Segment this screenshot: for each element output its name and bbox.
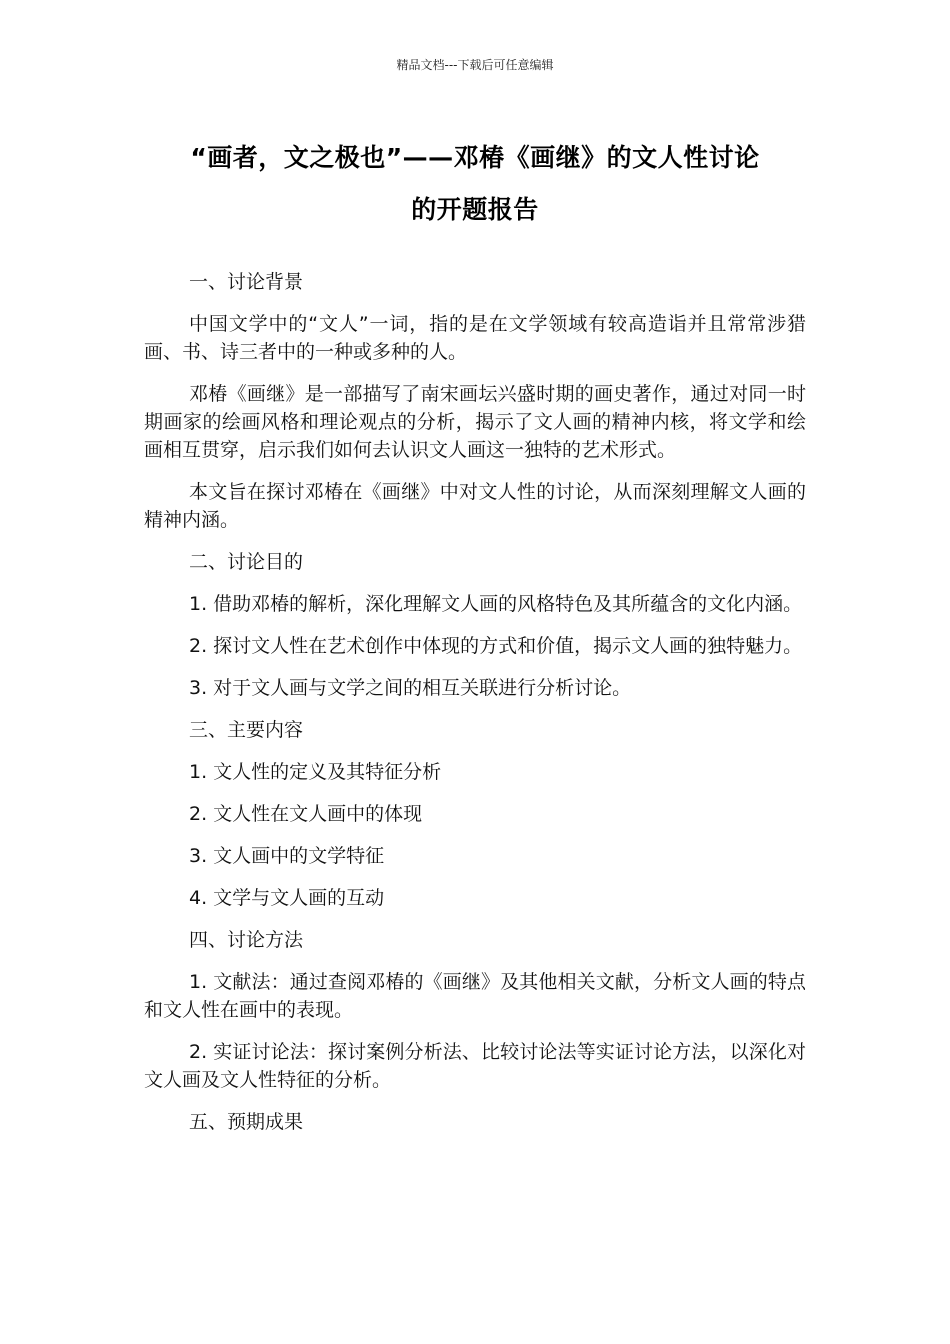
document-title: [144, 132, 806, 236]
list-item: 3. 文人画中的文学特征: [189, 845, 385, 867]
document-body: [144, 268, 806, 1150]
list-item: 4. 文学与文人画的互动: [189, 887, 385, 909]
section-heading-background: 一、讨论背景: [189, 271, 304, 293]
list-item: 2. 探讨文人性在艺术创作中体现的方式和价值，揭示文人画的独特魅力。: [189, 635, 803, 657]
section-heading-purpose: 二、讨论目的: [189, 551, 304, 573]
paragraph: 本文旨在探讨邓椿在《画继》中对文人性的讨论，从而深刻理解文人画的精神内涵。: [144, 481, 806, 531]
list-item: 1. 文人性的定义及其特征分析: [189, 761, 442, 783]
list-item: 3. 对于文人画与文学之间的相互关联进行分析讨论。: [189, 677, 632, 699]
section-heading-content: 三、主要内容: [189, 719, 304, 741]
list-item: 1. 文献法：通过查阅邓椿的《画继》及其他相关文献，分析文人画的特点和文人性在画中的表现。: [144, 971, 806, 1021]
section-heading-methods: 四、讨论方法: [189, 929, 304, 951]
list-item: 2. 实证讨论法：探讨案例分析法、比较讨论法等实证讨论方法，以深化对文人画及文人性特征的分析。: [144, 1041, 806, 1091]
list-item: 2. 文人性在文人画中的体现: [189, 803, 423, 825]
title-line-2: 的开题报告: [411, 195, 539, 224]
paragraph: 邓椿《画继》是一部描写了南宋画坛兴盛时期的画史著作，通过对同一时期画家的绘画风格和理论观点的分析，揭示了文人画的精神内核，将文学和绘画相互贯穿，启示我们如何去认识文人画这一独特的艺术形式。: [144, 383, 806, 461]
page-header: 精品文档---下载后可任意编辑: [396, 58, 554, 72]
list-item: 1. 借助邓椿的解析，深化理解文人画的风格特色及其所蕴含的文化内涵。: [189, 593, 803, 615]
section-heading-outcomes: 五、预期成果: [189, 1111, 304, 1133]
paragraph: 中国文学中的“文人”一词，指的是在文学领域有较高造诣并且常常涉猎画、书、诗三者中的一种或多种的人。: [144, 313, 806, 363]
title-line-1: “画者，文之极也”——邓椿《画继》的文人性讨论: [190, 143, 760, 172]
